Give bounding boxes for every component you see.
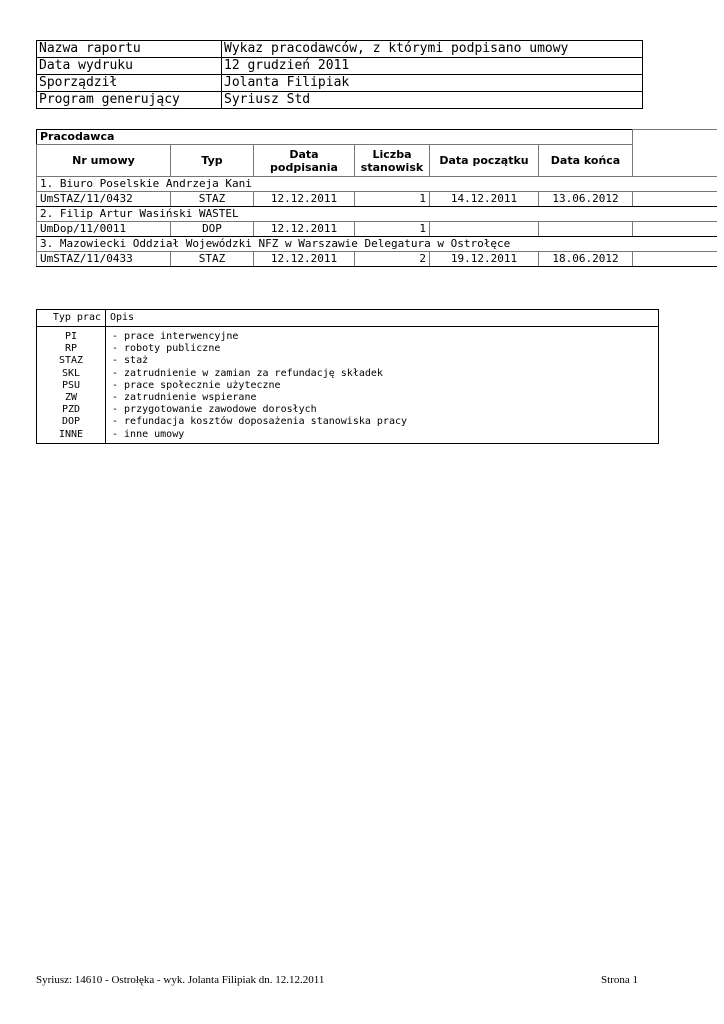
- legend-descriptions: [106, 327, 659, 444]
- cell-data-konca: [539, 222, 633, 237]
- cell-typ: STAZ: [171, 252, 254, 267]
- table-row: [37, 192, 717, 207]
- meta-value: Syriusz Std: [222, 92, 643, 109]
- employer-name: 3. Mazowiecki Oddział Wojewódzki NFZ w Warszawie Delegatura w Ostrołęce: [37, 237, 717, 252]
- legend-code: PI: [64, 331, 78, 342]
- legend-header-row: [37, 310, 659, 327]
- legend-code: PZD: [61, 404, 81, 416]
- page-number: Strona 1: [601, 974, 638, 986]
- employer-name: 2. Filip Artur Wasiński WASTEL: [37, 207, 717, 222]
- legend-header-desc: Opis: [106, 310, 659, 327]
- meta-value: Wykaz pracodawców, z którymi podpisano umowy: [222, 41, 643, 58]
- legend-code: RP: [64, 343, 78, 355]
- cell-typ: STAZ: [171, 192, 254, 207]
- table-row: [37, 252, 717, 267]
- legend-code: STAZ: [58, 355, 84, 367]
- legend-desc: - zatrudnienie wspierane: [112, 392, 257, 404]
- legend-table: [36, 309, 659, 444]
- cell-liczba: 1: [355, 192, 430, 207]
- employer-name-row: [37, 207, 717, 222]
- footer-text: Syriusz: 14610 - Ostrołęka - wyk. Jolanta Filipiak dn. 12.12.2011: [36, 974, 325, 986]
- cell-data-konca: 18.06.2012: [539, 252, 633, 267]
- table-header-row: [37, 145, 717, 177]
- header-typ: Typ: [171, 145, 254, 177]
- legend-desc: - zatrudnienie w zamian za refundację składek: [112, 367, 383, 379]
- table-caption: Pracodawca: [37, 130, 633, 145]
- employer-name-row: [37, 237, 717, 252]
- legend-desc: - roboty publiczne: [112, 343, 221, 355]
- meta-row: [37, 41, 643, 58]
- employer-name: 1. Biuro Poselskie Andrzeja Kani: [37, 177, 717, 192]
- legend-code: INNE: [58, 428, 84, 440]
- legend-code: PSU: [61, 379, 81, 391]
- cell-nr-umowy: UmSTAZ/11/0432: [37, 192, 171, 207]
- meta-value: Jolanta Filipiak: [222, 75, 643, 92]
- report-meta-table: [36, 40, 643, 109]
- legend-desc: - prace społecznie użyteczne: [112, 379, 281, 391]
- cell-typ: DOP: [171, 222, 254, 237]
- legend-desc: - prace interwencyjne: [112, 331, 239, 342]
- legend-desc: - refundacja kosztów doposażenia stanowiska pracy: [112, 416, 408, 428]
- cell-data-podpisania: 12.12.2011: [254, 222, 355, 237]
- cell-data-podpisania: 12.12.2011: [254, 252, 355, 267]
- meta-key: Program generujący: [37, 92, 222, 109]
- cell-liczba: 1: [355, 222, 430, 237]
- header-liczba-stanowisk: Liczba stanowisk: [355, 145, 430, 177]
- meta-value: 12 grudzień 2011: [222, 58, 643, 75]
- employer-name-row: [37, 177, 717, 192]
- meta-key: Data wydruku: [37, 58, 222, 75]
- legend-code: SKL: [61, 367, 81, 379]
- meta-row: [37, 75, 643, 92]
- cell-liczba: 2: [355, 252, 430, 267]
- legend-desc: - staż: [112, 355, 149, 367]
- header-data-konca: Data końca: [539, 145, 633, 177]
- meta-row: [37, 92, 643, 109]
- cell-data-poczatku: 19.12.2011: [430, 252, 539, 267]
- legend-body-row: [37, 327, 659, 444]
- header-nr-umowy: Nr umowy: [37, 145, 171, 177]
- legend-codes: [37, 327, 106, 444]
- table-caption-row: [37, 130, 717, 145]
- table-row: [37, 222, 717, 237]
- legend-header-code: Typ prac: [37, 310, 106, 327]
- meta-key: Sporządził: [37, 75, 222, 92]
- header-data-poczatku: Data początku: [430, 145, 539, 177]
- legend-desc: - inne umowy: [112, 428, 185, 440]
- cell-nr-umowy: UmSTAZ/11/0433: [37, 252, 171, 267]
- cell-data-konca: 13.06.2012: [539, 192, 633, 207]
- cell-data-poczatku: [430, 222, 539, 237]
- employers-table: [36, 129, 717, 267]
- meta-row: [37, 58, 643, 75]
- cell-data-poczatku: 14.12.2011: [430, 192, 539, 207]
- legend-desc: - przygotowanie zawodowe dorosłych: [112, 404, 317, 416]
- cell-nr-umowy: UmDop/11/0011: [37, 222, 171, 237]
- legend-code: ZW: [64, 392, 78, 404]
- legend-code: DOP: [61, 416, 81, 428]
- header-data-podpisania: Data podpisania: [254, 145, 355, 177]
- cell-data-podpisania: 12.12.2011: [254, 192, 355, 207]
- meta-key: Nazwa raportu: [37, 41, 222, 58]
